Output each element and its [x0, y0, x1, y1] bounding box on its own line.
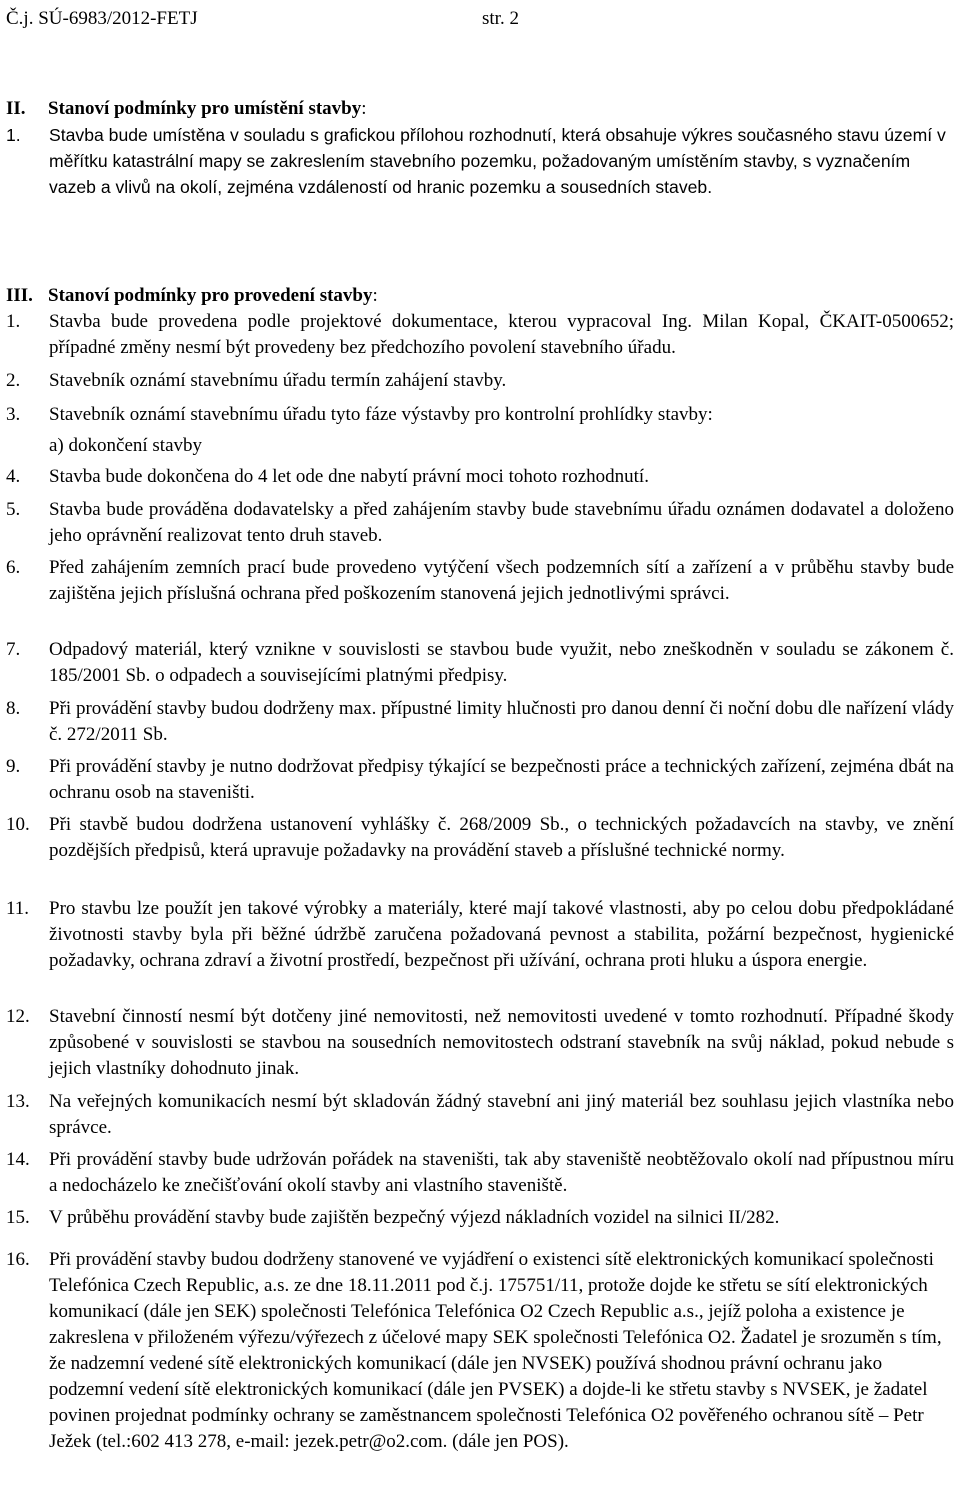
condition-item-10: 10. Při stavbě budou dodržena ustanovení vyhlášky č. 268/2009 Sb., o technických požadavcích na stavby, ve znění pozdějších předpisů, která upravuje požadavky na provádění staveb a příslušné technické normy. [6, 814, 954, 861]
section-2-heading: II. Stanoví podmínky pro umístění stavby: [6, 96, 954, 122]
condition-item-8: 8. Při provádění stavby budou dodrženy max. přípustné limity hlučnosti pro danou denní či noční dobu dle nařízení vlády č. 272/2011 Sb. [6, 698, 954, 745]
section-3-title: Stanoví podmínky pro provedení stavby [48, 285, 373, 306]
condition-item-9: 9. Při provádění stavby je nutno dodržovat předpisy týkající se bezpečnosti práce a technických zařízení, zejména dbát na ochranu osob na staveništi. [6, 756, 954, 803]
condition-item-5: 5. Stavba bude prováděna dodavatelsky a před zahájením stavby bude stavebnímu úřadu oznámen dodavatel a doloženo jeho oprávnění realizovat tento druh staveb. [6, 499, 954, 546]
condition-item-14: 14. Při provádění stavby bude udržován pořádek na staveništi, tak aby staveniště neobtěžovalo okolí nad přípustnou míru a nedocházelo ke znečišťování okolí stavby ani vlastního staveniště. [6, 1149, 954, 1196]
document-header [6, 6, 954, 32]
section-2-number: II. [6, 98, 26, 119]
condition-item-16: 16. Při provádění stavby budou dodrženy stanovené ve vyjádření o existenci sítě elektronických komunikací společnosti Telefónica Czech Republic, a.s. ze dne 18.11.2011 pod č.j. 175751/11, protože dojde ke střetu se sítí elektronických komunikací (dále jen SEK) společnosti Telefónica Telefónica O2 Czech Republic a.s., jejíž poloha a existence je zakreslena v přiloženém výřezu/výřezech z účelové mapy SEK společnosti Telefónica O2. Žadatel je srozuměn s tím, že nadzemní vedené sítě elektronických komunikací (dále jen NVSEK) používá shodnou právní ochranu jako podzemní vedení sítě elektronických komunikací (dále jen PVSEK) a dojde-li ke střetu stavby s NVSEK, je žadatel povinen projednat podmínky ochrany se zaměstnancem společnosti Telefónica O2 pověřeného ochranou sítě – Petr Ježek (tel.:602 413 278, e-mail: jezek.petr@o2.com. (dále jen POS). [6, 1249, 942, 1452]
condition-item-2: 2. Stavebník oznámí stavebnímu úřadu termín zahájení stavby. [6, 370, 507, 391]
condition-item-3: 3. Stavebník oznámí stavebnímu úřadu tyto fáze výstavby pro kontrolní prohlídky stavby: [6, 404, 713, 425]
section-3-number: III. [6, 285, 33, 306]
condition-item-12: 12. Stavební činností nesmí být dotčeny jiné nemovitosti, než nemovitosti uvedené v tomto rozhodnutí. Případné škody způsobené v souvislosti se stavbou na sousedních nemovitostech odstraní stavebník na svůj náklad, pokud nebude s jejich vlastníky dohodnuto jinak. [6, 1006, 954, 1079]
document-reference: Č.j. SÚ-6983/2012-FETJ [6, 8, 198, 29]
condition-item-4: 4. Stavba bude dokončena do 4 let ode dne nabytí právní moci tohoto rozhodnutí. [6, 466, 649, 487]
condition-item-7: 7. Odpadový materiál, který vznikne v souvislosti se stavbou bude využit, nebo zneškodněn v souladu se zákonem č. 185/2001 Sb. o odpadech a souvisejícími platnými předpisy. [6, 639, 954, 686]
condition-item-1: 1. Stavba bude provedena podle projektové dokumentace, kterou vypracoval Ing. Milan Kopal, ČKAIT-0500652; případné změny nesmí být provedeny bez předchozího povolení stavebního úřadu. [6, 311, 954, 358]
condition-item-6: 6. Před zahájením zemních prací bude provedeno vytýčení všech podzemních sítí a zařízení a v průběhu stavby bude zajištěna jejich příslušná ochrana před poškozením stanovená jejich jednotlivými správci. [6, 557, 954, 604]
condition-item-15: 15. V průběhu provádění stavby bude zajištěn bezpečný výjezd nákladních vozidel na silnici II/282. [6, 1207, 780, 1228]
section-2-title: Stanoví podmínky pro umístění stavby [48, 98, 362, 119]
condition-item-3-sub-a: a) dokončení stavby [49, 435, 203, 456]
section-2-item-1: 1. Stavba bude umístěna v souladu s grafickou přílohou rozhodnutí, která obsahuje výkres současného stavu území v měřítku katastrální mapy se zakreslením stavebního pozemku, požadovaným umístěním stavby, s vyznačením vazeb a vlivů na okolí, zejména vzdáleností od hranic pozemku a sousedních staveb. [6, 125, 946, 197]
condition-item-11: 11. Pro stavbu lze použít jen takové výrobky a materiály, které mají takové vlastnosti, aby po celou dobu předpokládané životnosti stavby byla při běžné údržbě zaručena požadovaná pevnost a stabilita, požární bezpečnost, hygienické požadavky, ochrana zdraví a životní prostředí, bezpečnost při užívání, ochrana proti hluku a úspora energie. [6, 898, 954, 971]
condition-item-13: 13. Na veřejných komunikacích nesmí být skladován žádný stavební ani jiný materiál bez souhlasu jejich vlastníka nebo správce. [6, 1091, 954, 1138]
section-3-heading: III. Stanoví podmínky pro provedení stavby: [6, 283, 954, 309]
page-number: str. 2 [482, 8, 519, 29]
